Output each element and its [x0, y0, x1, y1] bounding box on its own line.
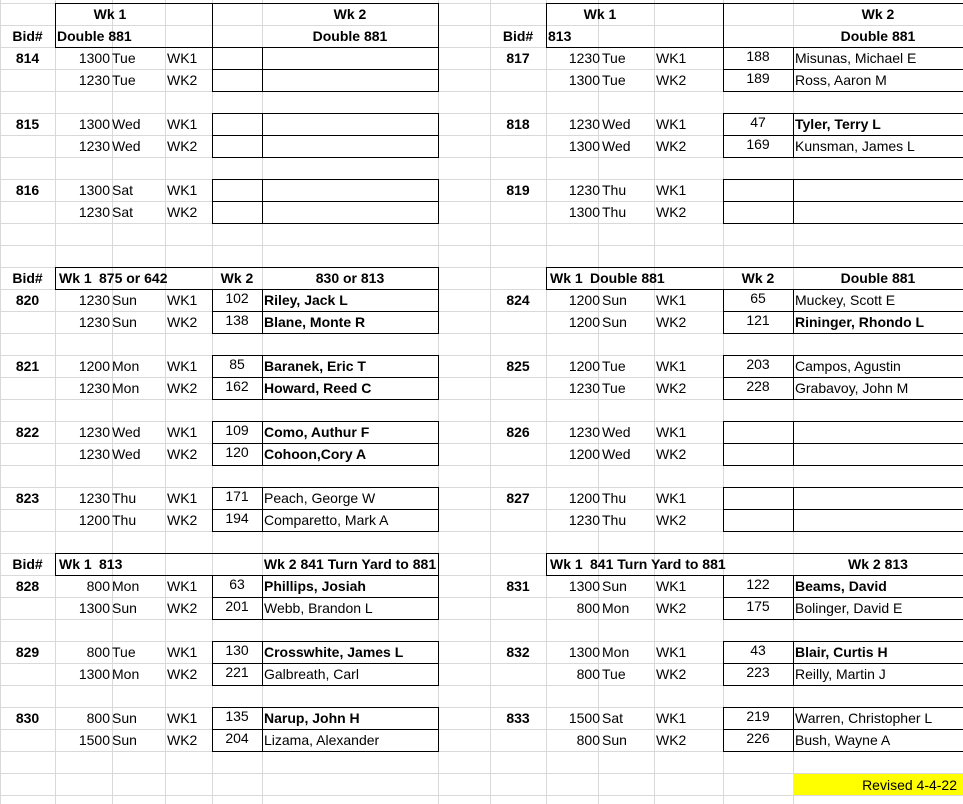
shift-time: 1200 [568, 292, 600, 308]
employee-name: Webb, Brandon L [264, 600, 373, 616]
shift-day: Tue [112, 72, 136, 88]
shift-time: 1200 [568, 314, 600, 330]
shift-day: Tue [602, 72, 626, 88]
week-label: WK2 [167, 204, 198, 220]
border-line [723, 377, 963, 378]
shift-time: 1230 [78, 138, 110, 154]
shift-day: Thu [602, 512, 627, 528]
employee-name: Phillips, Josiah [264, 578, 366, 594]
gridline-horizontal [0, 179, 963, 180]
gridline-horizontal [0, 289, 963, 290]
week-label: WK1 [656, 578, 687, 594]
week-label: WK2 [656, 204, 687, 220]
border-line [723, 597, 963, 598]
shift-time: 1300 [568, 138, 600, 154]
week-label: WK1 [167, 710, 198, 726]
bid-number: 815 [15, 116, 40, 132]
seniority-number: 226 [746, 729, 770, 746]
shift-day: Thu [602, 182, 627, 198]
week-label: WK1 [167, 358, 198, 374]
shift-time: 1300 [78, 50, 110, 66]
bid-number: 822 [15, 424, 40, 440]
week-label: WK1 [167, 578, 198, 594]
week-label: WK2 [167, 138, 198, 154]
shift-time: 800 [576, 600, 600, 616]
seniority-number: 47 [750, 113, 766, 130]
shift-time: 1300 [78, 666, 110, 682]
header-wk2-code: Wk 2 841 Turn Yard to 881 [263, 556, 437, 572]
shift-day: Thu [602, 204, 627, 220]
gridline-horizontal [0, 619, 963, 620]
gridline-horizontal [0, 47, 963, 48]
week-label: WK2 [167, 72, 198, 88]
employee-name: Kunsman, James L [795, 138, 915, 154]
header-wk1: Double 881 [57, 28, 132, 44]
employee-name: Ross, Aaron M [795, 72, 887, 88]
week-label: WK2 [656, 72, 687, 88]
employee-name: Reilly, Martin J [795, 666, 886, 682]
border-line [723, 3, 724, 47]
gridline-vertical [654, 0, 655, 804]
shift-day: Sun [602, 732, 627, 748]
seniority-number: 138 [225, 311, 249, 328]
employee-name: Comparetto, Mark A [264, 512, 389, 528]
border-line [212, 443, 438, 444]
header-bid: Bid# [12, 28, 43, 44]
gridline-horizontal [0, 531, 963, 532]
gridline-horizontal [0, 685, 963, 686]
shift-time: 1230 [568, 424, 600, 440]
seniority-number: 201 [225, 597, 249, 614]
gridline-vertical [438, 0, 439, 804]
employee-name: Warren, Christopher L [795, 710, 933, 726]
header-wk1: Wk 1 [583, 6, 617, 22]
shift-day: Wed [602, 116, 631, 132]
week-label: WK1 [656, 644, 687, 660]
seniority-number: 43 [750, 641, 766, 658]
revised-label: Revised 4-4-22 [793, 774, 963, 795]
shift-day: Wed [112, 446, 141, 462]
shift-time: 1230 [78, 292, 110, 308]
employee-name: Misunas, Michael E [795, 50, 917, 66]
gridline-horizontal [0, 465, 963, 466]
seniority-number: 65 [750, 289, 766, 306]
week-label: WK1 [656, 424, 687, 440]
header-wk2-code: Double 881 [840, 270, 916, 286]
shift-day: Mon [112, 578, 140, 594]
gridline-vertical [165, 0, 166, 804]
employee-name: Blair, Curtis H [795, 644, 888, 660]
shift-day: Sun [602, 292, 627, 308]
week-label: WK1 [167, 490, 198, 506]
seniority-number: 171 [225, 487, 249, 504]
shift-time: 1200 [568, 446, 600, 462]
gridline-horizontal [0, 487, 963, 488]
shift-time: 800 [86, 578, 110, 594]
shift-day: Mon [112, 380, 140, 396]
border-line [212, 69, 438, 70]
week-label: WK1 [656, 358, 687, 374]
employee-name: Cohoon,Cory A [264, 446, 367, 462]
header-wk2-code: 830 or 813 [315, 270, 385, 286]
shift-day: Mon [602, 644, 630, 660]
shift-day: Wed [112, 138, 141, 154]
shift-time: 800 [86, 644, 110, 660]
header-wk2: Wk 2 [333, 6, 367, 22]
border-line [723, 729, 963, 730]
seniority-number: 223 [746, 663, 770, 680]
week-label: WK1 [656, 50, 687, 66]
header-bid: Bid# [12, 270, 43, 286]
shift-day: Wed [112, 116, 141, 132]
seniority-number: 189 [746, 69, 770, 86]
employee-name: Crosswhite, James L [264, 644, 404, 660]
seniority-number: 122 [746, 575, 770, 592]
gridline-horizontal [0, 575, 963, 576]
week-label: WK2 [656, 666, 687, 682]
employee-name: Grabavoy, John M [795, 380, 909, 396]
shift-time: 1230 [78, 380, 110, 396]
shift-time: 1300 [78, 182, 110, 198]
shift-day: Tue [602, 50, 626, 66]
shift-time: 1300 [568, 578, 600, 594]
week-label: WK2 [167, 446, 198, 462]
seniority-number: 135 [225, 707, 249, 724]
bid-number: 817 [506, 50, 530, 66]
gridline-horizontal [0, 91, 963, 92]
week-label: WK1 [656, 292, 687, 308]
shift-time: 1200 [568, 490, 600, 506]
shift-time: 1230 [568, 116, 600, 132]
bid-number: 828 [15, 578, 40, 594]
gridline-horizontal [0, 3, 963, 4]
shift-time: 800 [576, 732, 600, 748]
header-wk1: Wk 1 [93, 6, 127, 22]
seniority-number: 63 [229, 575, 245, 592]
bid-number: 820 [15, 292, 40, 308]
shift-time: 1500 [568, 710, 600, 726]
shift-time: 1230 [78, 446, 110, 462]
shift-day: Thu [112, 512, 137, 528]
shift-time: 1230 [78, 72, 110, 88]
employee-name: Galbreath, Carl [264, 666, 359, 682]
employee-name: Blane, Monte R [264, 314, 366, 330]
shift-day: Wed [602, 446, 631, 462]
shift-day: Tue [602, 666, 626, 682]
bid-number: 832 [506, 644, 530, 660]
border-line [212, 3, 213, 47]
shift-time: 1200 [78, 512, 110, 528]
bid-number: 831 [506, 578, 530, 594]
week-label: WK2 [167, 666, 198, 682]
seniority-number: 85 [229, 355, 245, 372]
week-label: WK2 [167, 732, 198, 748]
gridline-horizontal [0, 399, 963, 400]
border-line [212, 509, 438, 510]
shift-time: 800 [576, 666, 600, 682]
header-wk2-code: Double 881 [312, 28, 388, 44]
bid-number: 830 [15, 710, 40, 726]
week-label: WK2 [656, 380, 687, 396]
employee-name: Tyler, Terry L [795, 116, 881, 132]
shift-day: Sun [112, 292, 137, 308]
shift-day: Sun [602, 578, 627, 594]
week-label: WK2 [167, 380, 198, 396]
header-wk1-code: 875 or 642 [99, 270, 168, 286]
bid-number: 825 [506, 358, 530, 374]
gridline-horizontal [0, 245, 963, 246]
employee-name: Bolinger, David E [795, 600, 903, 616]
week-label: WK2 [656, 512, 687, 528]
shift-day: Tue [602, 358, 626, 374]
employee-name: Baranek, Eric T [264, 358, 366, 374]
gridline-horizontal [0, 421, 963, 422]
border-line [212, 311, 438, 312]
seniority-number: 203 [746, 355, 770, 372]
seniority-number: 228 [746, 377, 770, 394]
header-wk2: Wk 2 [861, 6, 895, 22]
week-label: WK2 [656, 138, 687, 154]
seniority-number: 188 [746, 47, 770, 64]
bid-number: 826 [506, 424, 530, 440]
seniority-number: 219 [746, 707, 770, 724]
employee-name: Muckey, Scott E [795, 292, 896, 308]
border-line [723, 201, 963, 202]
border-line [212, 135, 438, 136]
border-line [723, 311, 963, 312]
shift-time: 1230 [78, 314, 110, 330]
border-line [723, 135, 963, 136]
shift-day: Tue [112, 644, 136, 660]
week-label: WK1 [656, 490, 687, 506]
shift-day: Sat [112, 204, 134, 220]
week-label: WK1 [167, 644, 198, 660]
week-label: WK1 [167, 182, 198, 198]
shift-time: 1230 [78, 490, 110, 506]
shift-time: 1230 [78, 424, 110, 440]
shift-day: Mon [602, 600, 630, 616]
week-label: WK2 [167, 314, 198, 330]
seniority-number: 175 [746, 597, 770, 614]
employee-name: Peach, George W [264, 490, 376, 506]
bid-number: 814 [15, 50, 40, 66]
week-label: WK1 [656, 182, 687, 198]
shift-day: Wed [602, 424, 631, 440]
header-wk2: Wk 2 [220, 270, 254, 286]
week-label: WK2 [656, 732, 687, 748]
shift-day: Wed [602, 138, 631, 154]
border-line [212, 201, 438, 202]
shift-day: Thu [602, 490, 627, 506]
week-label: WK1 [167, 292, 198, 308]
bid-number: 824 [506, 292, 530, 308]
shift-time: 1300 [568, 204, 600, 220]
header-wk1: Wk 1 [59, 270, 92, 286]
shift-time: 1230 [568, 512, 600, 528]
shift-time: 1300 [78, 116, 110, 132]
seniority-number: 121 [746, 311, 770, 328]
header-wk1-code: 841 Turn Yard to 881 [590, 556, 726, 572]
header-bid: Bid# [502, 28, 534, 44]
bid-number: 819 [506, 182, 530, 198]
header-wk2: Wk 2 [741, 270, 775, 286]
week-label: WK2 [656, 314, 687, 330]
shift-day: Sun [112, 710, 137, 726]
employee-name: Como, Authur F [264, 424, 370, 440]
shift-day: Sun [112, 314, 137, 330]
gridline-horizontal [0, 267, 963, 268]
bid-number: 829 [15, 644, 40, 660]
seniority-number: 169 [746, 135, 770, 152]
week-label: WK1 [656, 710, 687, 726]
shift-day: Mon [112, 358, 140, 374]
seniority-number: 162 [225, 377, 249, 394]
border-line [212, 729, 438, 730]
shift-day: Wed [112, 424, 141, 440]
header-wk1-code: Double 881 [590, 270, 665, 286]
gridline-horizontal [0, 795, 963, 796]
header-wk1: Wk 1 [550, 270, 583, 286]
border-line [723, 69, 963, 70]
gridline-horizontal [0, 553, 963, 554]
header-wk1: 813 [548, 28, 572, 44]
shift-time: 1500 [78, 732, 110, 748]
employee-name: Narup, John H [264, 710, 360, 726]
shift-time: 1200 [568, 358, 600, 374]
shift-day: Sun [112, 732, 137, 748]
header-bid: Bid# [12, 556, 43, 572]
border-line [212, 663, 438, 664]
shift-day: Sat [602, 710, 624, 726]
seniority-number: 102 [225, 289, 249, 306]
gridline-horizontal [0, 223, 963, 224]
gridline-horizontal [0, 707, 963, 708]
bid-number: 823 [15, 490, 40, 506]
shift-time: 1300 [568, 644, 600, 660]
shift-day: Mon [112, 666, 140, 682]
seniority-number: 221 [225, 663, 249, 680]
bid-number: 816 [15, 182, 40, 198]
employee-name: Riley, Jack L [264, 292, 348, 308]
gridline-horizontal [0, 157, 963, 158]
employee-name: Beams, David [795, 578, 887, 594]
week-label: WK1 [167, 116, 198, 132]
shift-time: 1230 [568, 380, 600, 396]
bid-number: 821 [15, 358, 40, 374]
seniority-number: 194 [225, 509, 249, 526]
border-line [212, 377, 438, 378]
gridline-horizontal [0, 113, 963, 114]
shift-time: 1230 [568, 182, 600, 198]
week-label: WK2 [656, 446, 687, 462]
shift-day: Sat [112, 182, 134, 198]
employee-name: Campos, Agustin [795, 358, 901, 374]
seniority-number: 109 [225, 421, 249, 438]
employee-name: Lizama, Alexander [264, 732, 380, 748]
employee-name: Rininger, Rhondo L [795, 314, 925, 330]
shift-day: Tue [602, 380, 626, 396]
week-label: WK2 [167, 600, 198, 616]
gridline-horizontal [0, 355, 963, 356]
border-line [212, 597, 438, 598]
shift-day: Tue [112, 50, 136, 66]
bid-number: 833 [506, 710, 530, 726]
week-label: WK1 [656, 116, 687, 132]
header-wk2-code: Double 881 [840, 28, 916, 44]
border-line [723, 663, 963, 664]
week-label: WK1 [167, 424, 198, 440]
seniority-number: 204 [225, 729, 249, 746]
gridline-horizontal [0, 751, 963, 752]
gridline-horizontal [0, 333, 963, 334]
seniority-number: 120 [225, 443, 249, 460]
seniority-number: 130 [225, 641, 249, 658]
week-label: WK2 [167, 512, 198, 528]
header-wk2-code: Wk 2 813 [848, 556, 908, 572]
week-label: WK1 [167, 50, 198, 66]
shift-time: 1300 [568, 72, 600, 88]
bid-number: 827 [506, 490, 530, 506]
shift-time: 800 [86, 710, 110, 726]
header-wk1-code: 813 [99, 556, 123, 572]
gridline-horizontal [0, 641, 963, 642]
shift-time: 1230 [568, 50, 600, 66]
employee-name: Howard, Reed C [264, 380, 372, 396]
bid-number: 818 [506, 116, 530, 132]
shift-time: 1230 [78, 204, 110, 220]
shift-time: 1300 [78, 600, 110, 616]
border-line [723, 443, 963, 444]
header-wk1: Wk 1 [550, 556, 583, 572]
shift-day: Sun [112, 600, 137, 616]
gridline-horizontal [0, 25, 963, 26]
header-wk1: Wk 1 [59, 556, 92, 572]
shift-day: Thu [112, 490, 137, 506]
shift-time: 1200 [78, 358, 110, 374]
shift-day: Sun [602, 314, 627, 330]
border-line [723, 509, 963, 510]
week-label: WK2 [656, 600, 687, 616]
employee-name: Bush, Wayne A [795, 732, 891, 748]
